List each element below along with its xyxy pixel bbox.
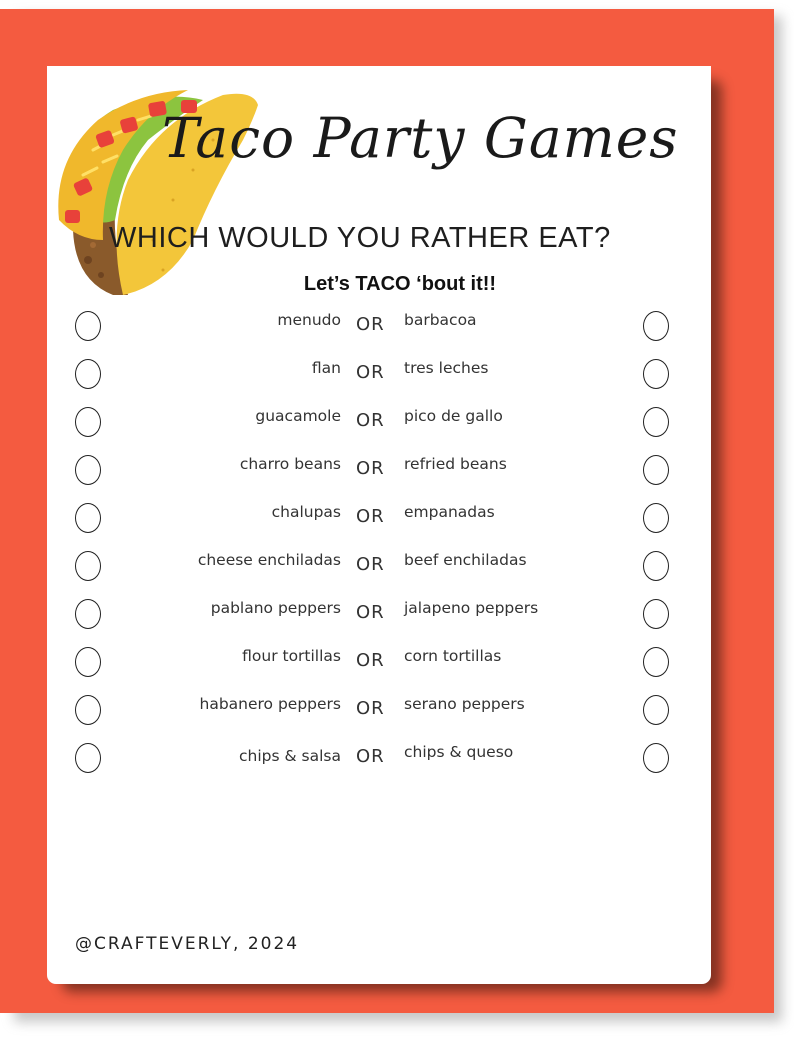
page-title: Taco Party Games bbox=[162, 106, 679, 170]
circle-icon[interactable] bbox=[75, 503, 101, 533]
circle-icon[interactable] bbox=[643, 503, 669, 533]
choice-left: guacamole bbox=[255, 407, 341, 425]
choice-row bbox=[47, 551, 711, 595]
choice-right: refried beans bbox=[404, 455, 507, 473]
choice-row bbox=[47, 743, 711, 787]
circle-icon[interactable] bbox=[75, 455, 101, 485]
circle-icon[interactable] bbox=[75, 311, 101, 341]
choice-left: chalupas bbox=[271, 503, 341, 521]
choice-left: pablano peppers bbox=[210, 599, 341, 617]
circle-icon[interactable] bbox=[75, 359, 101, 389]
or-label: OR bbox=[356, 362, 385, 383]
circle-icon[interactable] bbox=[75, 407, 101, 437]
choice-right: barbacoa bbox=[404, 311, 477, 329]
choice-row bbox=[47, 359, 711, 403]
choice-left: flan bbox=[311, 359, 341, 377]
choice-left: chips & salsa bbox=[239, 747, 341, 765]
circle-icon[interactable] bbox=[643, 599, 669, 629]
circle-icon[interactable] bbox=[643, 743, 669, 773]
or-label: OR bbox=[356, 698, 385, 719]
circle-icon[interactable] bbox=[75, 599, 101, 629]
circle-icon[interactable] bbox=[643, 455, 669, 485]
choice-row bbox=[47, 311, 711, 355]
or-label: OR bbox=[356, 314, 385, 335]
circle-icon[interactable] bbox=[75, 551, 101, 581]
choice-row bbox=[47, 695, 711, 739]
choice-right: pico de gallo bbox=[404, 407, 503, 425]
circle-icon[interactable] bbox=[643, 359, 669, 389]
circle-icon[interactable] bbox=[643, 311, 669, 341]
choice-right: tres leches bbox=[404, 359, 489, 377]
printable-sheet bbox=[47, 66, 711, 984]
circle-icon[interactable] bbox=[643, 647, 669, 677]
circle-icon[interactable] bbox=[75, 743, 101, 773]
or-label: OR bbox=[356, 746, 385, 767]
or-label: OR bbox=[356, 410, 385, 431]
choice-row bbox=[47, 407, 711, 451]
circle-icon[interactable] bbox=[75, 695, 101, 725]
circle-icon[interactable] bbox=[643, 407, 669, 437]
choice-right: corn tortillas bbox=[404, 647, 502, 665]
choice-right: chips & queso bbox=[404, 743, 514, 761]
circle-icon[interactable] bbox=[643, 551, 669, 581]
choice-left: cheese enchiladas bbox=[197, 551, 341, 569]
choice-left: charro beans bbox=[239, 455, 341, 473]
choice-row bbox=[47, 503, 711, 547]
choice-row bbox=[47, 599, 711, 643]
choice-left: habanero peppers bbox=[199, 695, 341, 713]
or-label: OR bbox=[356, 602, 385, 623]
circle-icon[interactable] bbox=[643, 695, 669, 725]
choice-right: serano peppers bbox=[404, 695, 525, 713]
choice-left: menudo bbox=[277, 311, 341, 329]
or-label: OR bbox=[356, 554, 385, 575]
circle-icon[interactable] bbox=[75, 647, 101, 677]
or-label: OR bbox=[356, 458, 385, 479]
choice-right: empanadas bbox=[404, 503, 495, 521]
choice-right: beef enchiladas bbox=[404, 551, 527, 569]
tagline: Let’s TACO ‘bout it!! bbox=[303, 273, 497, 295]
choice-row bbox=[47, 647, 711, 691]
or-label: OR bbox=[356, 506, 385, 527]
choice-left: flour tortillas bbox=[242, 647, 341, 665]
choice-right: jalapeno peppers bbox=[404, 599, 539, 617]
choice-row bbox=[47, 455, 711, 499]
page-subtitle: WHICH WOULD YOU RATHER EAT? bbox=[109, 222, 611, 254]
or-label: OR bbox=[356, 650, 385, 671]
copyright-footer: @CRAFTEVERLY, 2024 bbox=[75, 934, 300, 954]
